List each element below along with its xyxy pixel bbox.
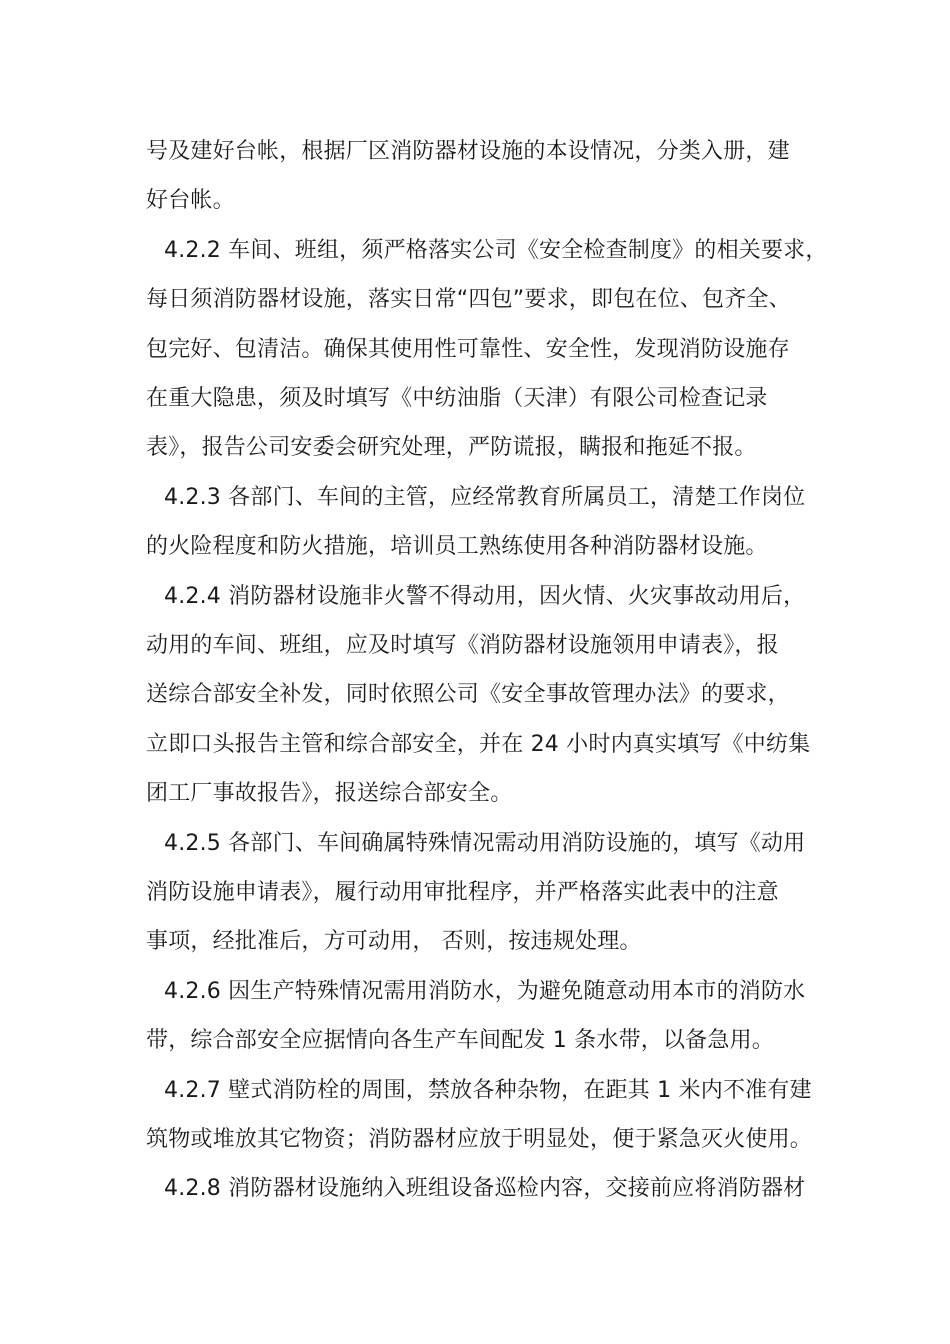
text-line: 每日须消防器材设施，落实日常“四包”要求，即包在位、包齐全、 (146, 287, 791, 312)
text-line: 包完好、包清洁。确保其使用性可靠性、安全性，发现消防设施存 (146, 337, 790, 362)
paragraph-4-2-4: 4.2.4 消防器材设施非火警不得动用，因火情、火灾事故动用后， (164, 584, 806, 609)
paragraph-4-2-2: 4.2.2 车间、班组，须严格落实公司《安全检查制度》的相关要求， (164, 238, 828, 263)
text-line: 事项，经批准后，方可动用， 否则，按违规处理。 (146, 929, 642, 954)
paragraph-4-2-3: 4.2.3 各部门、车间的主管，应经常教育所属员工，清楚工作岗位 (164, 485, 806, 510)
text-line: 号及建好台帐，根据厂区消防器材设施的本设情况，分类入册，建 (146, 139, 790, 164)
paragraph-4-2-8: 4.2.8 消防器材设施纳入班组设备巡检内容，交接前应将消防器材 (164, 1176, 806, 1201)
text-line: 团工厂事故报告》，报送综合部安全。 (146, 781, 513, 806)
text-line: 带，综合部安全应据情向各生产车间配发 1 条水带，以备急用。 (146, 1028, 774, 1053)
text-line: 筑物或堆放其它物资；消防器材应放于明显处，便于紧急灭火使用。 (146, 1127, 813, 1152)
text-line: 消防设施申请表》，履行动用审批程序，并严格落实此表中的注意 (146, 880, 779, 905)
text-line: 表》，报告公司安委会研究处理，严防谎报，瞒报和拖延不报。 (146, 435, 757, 460)
text-line: 好台帐。 (146, 188, 235, 213)
paragraph-4-2-6: 4.2.6 因生产特殊情况需用消防水，为避免随意动用本市的消防水 (164, 979, 806, 1004)
text-line: 动用的车间、班组，应及时填写《消防器材设施领用申请表》，报 (146, 633, 779, 658)
paragraph-4-2-5: 4.2.5 各部门、车间确属特殊情况需动用消防设施的，填写《动用 (164, 831, 806, 856)
text-line: 的火险程度和防火措施，培训员工熟练使用各种消防器材设施。 (146, 534, 768, 559)
text-line: 在重大隐患，须及时填写《中纺油脂（天津）有限公司检查记录 (146, 386, 768, 411)
text-line: 立即口头报告主管和综合部安全，并在 24 小时内真实填写《中纺集 (146, 732, 811, 757)
paragraph-4-2-7: 4.2.7 壁式消防栓的周围，禁放各种杂物，在距其 1 米内不准有建 (164, 1078, 812, 1103)
text-line: 送综合部安全补发，同时依照公司《安全事故管理办法》的要求， (146, 682, 790, 707)
